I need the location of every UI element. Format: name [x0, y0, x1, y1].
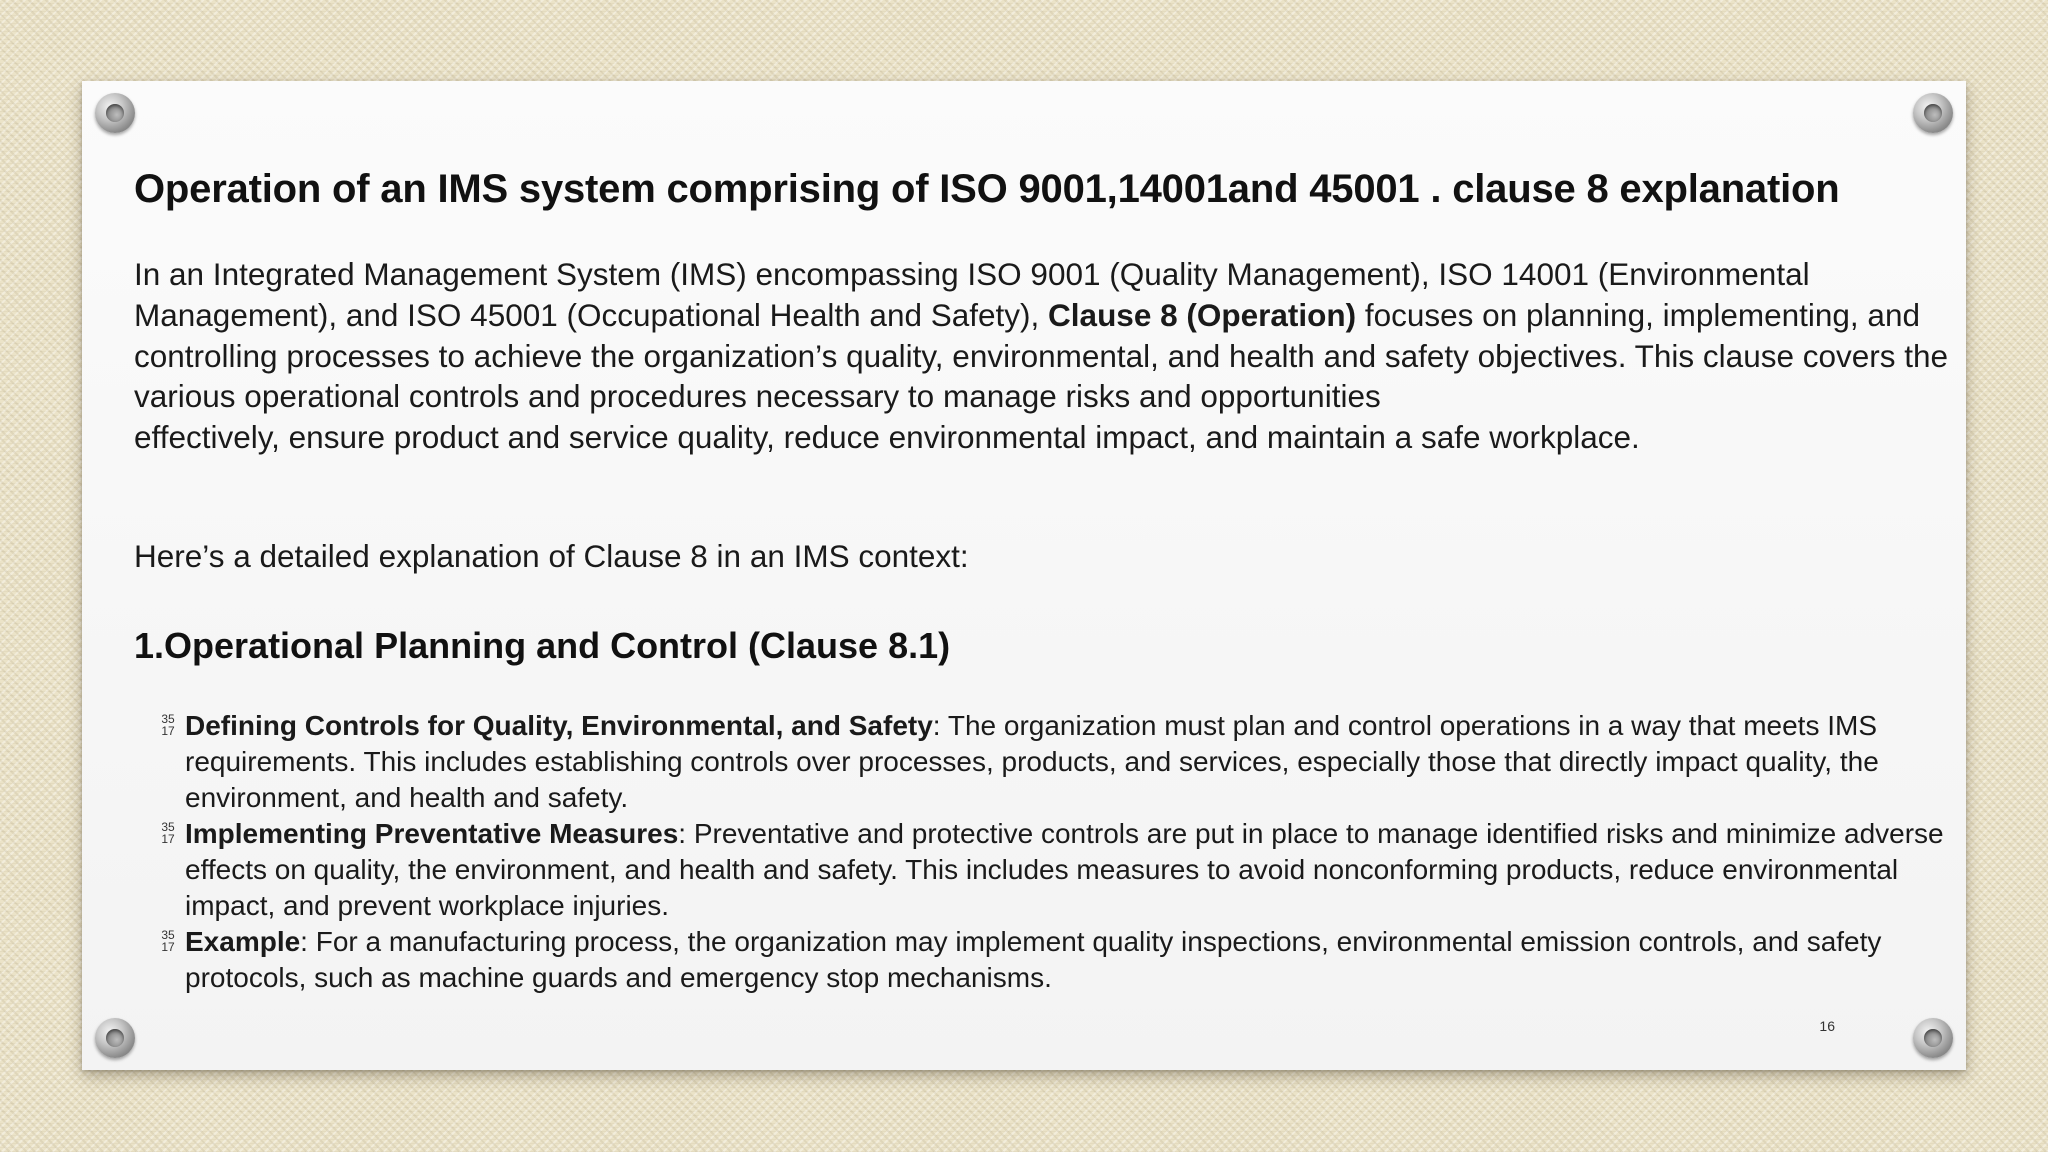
- bullet-bold-label: Example: [185, 926, 301, 957]
- intro-bold-clause: Clause 8 (Operation): [1048, 296, 1357, 333]
- lead-line: Here’s a detailed explanation of Clause 8 in an IMS context:: [134, 538, 969, 574]
- grommet-icon: [1913, 1018, 1953, 1058]
- intro-text: effectively, ensure product and service quality, reduce environmental impact, and maintain a safe workplace.: [134, 419, 1640, 456]
- grommet-icon: [1913, 93, 1953, 133]
- list-item: [159, 708, 1949, 816]
- bullet-marker-icon: 35 17: [161, 820, 175, 846]
- intro-text: focuses on planning, implementing, and controlling processes to achieve the organization’s quality, environmental, and health and safety objectives. This clause covers the various operational controls and procedures necessary to manage risks and opportunities: [134, 296, 1949, 415]
- page-number: 16: [1819, 1018, 1835, 1034]
- bullet-bold-label: Implementing Preventative Measures: [185, 818, 679, 849]
- intro-paragraph: [134, 254, 1964, 458]
- bullet-text: : Preventative and protective controls are put in place to manage identified risks and minimize adverse effects on quality, the environment, and health and safety. This includes measures to avoid nonconforming products, reduce environmental impact, and prevent workplace injuries.: [185, 818, 1944, 921]
- bullet-text: : The organization must plan and control operations in a way that meets IMS requirements. This includes establishing controls over processes, products, and services, especially those that directly impact quality, the environment, and health and safety.: [185, 710, 1879, 813]
- bullet-list: [159, 708, 1949, 996]
- slide-card: [82, 81, 1966, 1070]
- grommet-icon: [95, 93, 135, 133]
- intro-text: In an Integrated Management System (IMS) encompassing ISO 9001 (Quality Management), ISO 14001 (Environmental Management), and ISO 45001 (Occupational Health and Safety),: [134, 256, 1810, 333]
- bullet-text: : For a manufacturing process, the organization may implement quality inspections, environmental emission controls, and safety protocols, such as machine guards and emergency stop mechanisms.: [185, 926, 1882, 993]
- slide-title: Operation of an IMS system comprising of ISO 9001,14001and 45001 . clause 8 explanation: [134, 167, 1840, 211]
- bullet-marker-icon: 35 17: [161, 928, 175, 954]
- list-item: [159, 924, 1949, 996]
- grommet-icon: [95, 1018, 135, 1058]
- bullet-bold-label: Defining Controls for Quality, Environmental, and Safety: [185, 710, 933, 741]
- section-heading: 1.Operational Planning and Control (Clause 8.1): [134, 625, 951, 666]
- list-item: [159, 816, 1949, 924]
- bullet-marker-icon: 35 17: [161, 712, 175, 738]
